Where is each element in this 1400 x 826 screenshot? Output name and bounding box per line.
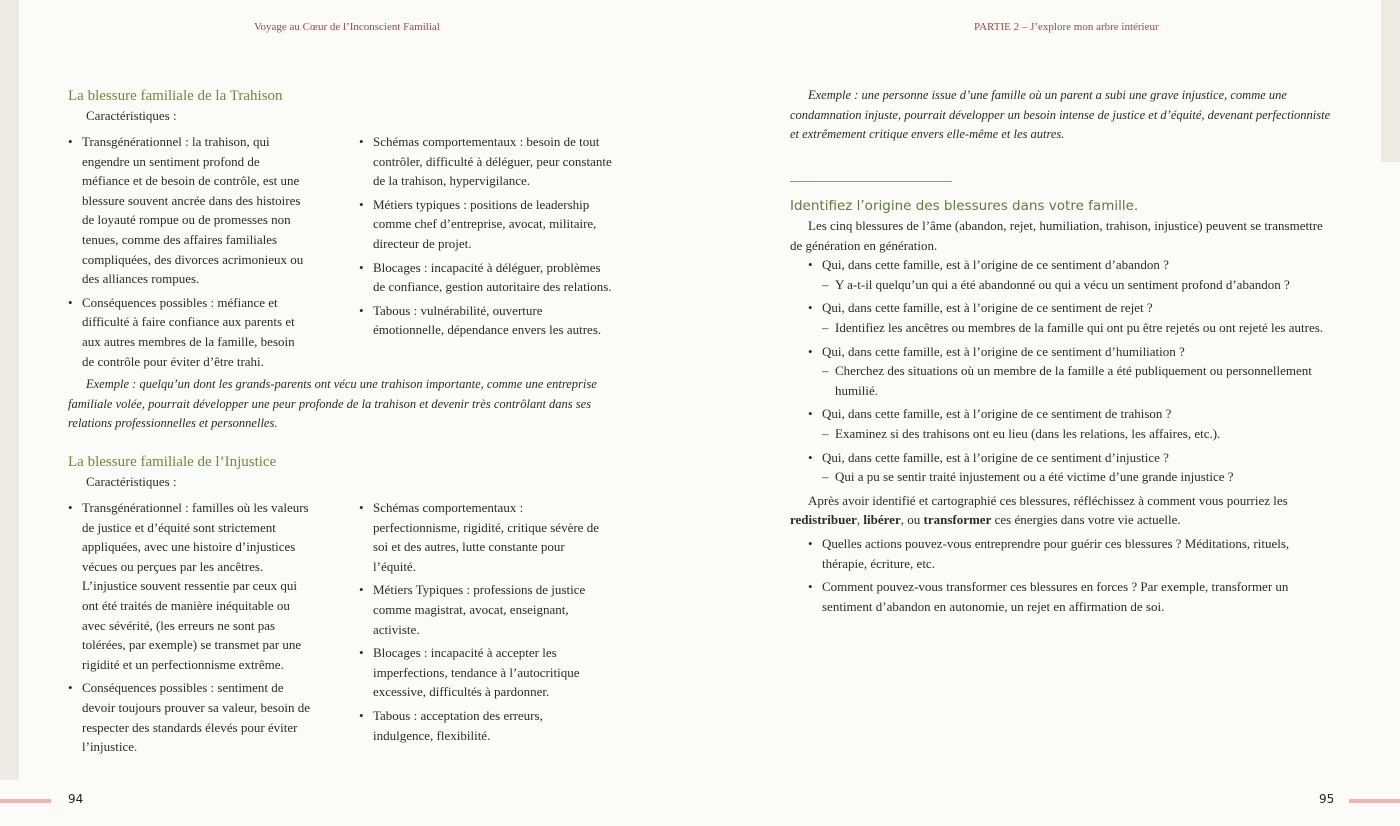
- intro-paragraph: Les cinq blessures de l’âme (abandon, rejet, humiliation, trahison, injustice) peuvent se transmettre de génération en génération.: [790, 218, 1323, 253]
- left-page-section2-head: [68, 452, 616, 492]
- section-divider: [790, 181, 952, 182]
- sub-item: – Cherchez des situations où un membre de la famille a été publiquement ou personnellement humilié.: [822, 361, 1332, 400]
- question-item: [808, 255, 1332, 294]
- question-text: Qui, dans cette famille, est à l’origine de ce sentiment de rejet ?: [822, 300, 1153, 316]
- footer-accent-right: [1349, 799, 1400, 803]
- sub-list: [822, 361, 1332, 400]
- sub-item: – Examinez si des trahisons ont eu lieu (dans les relations, les affaires, etc.).: [822, 424, 1332, 444]
- right-page-body: [790, 196, 1332, 620]
- sub-list: [822, 424, 1332, 444]
- sub-list: [822, 467, 1332, 487]
- injustice-list-a: [68, 498, 316, 761]
- list-item: • Blocages : incapacité à déléguer, problèmes de confiance, gestion autoritaire des relations.: [359, 258, 616, 297]
- sub-list: [822, 275, 1332, 295]
- separator: , ou: [900, 512, 924, 528]
- question-item: [808, 404, 1332, 443]
- after-paragraph: [790, 491, 1332, 530]
- list-item: • Tabous : vulnérabilité, ouverture émotionnelle, dépendance envers les autres.: [359, 301, 616, 340]
- page-edge-right: [1381, 0, 1400, 162]
- page-number-left: 94: [68, 792, 84, 806]
- after-text: Après avoir identifié et cartographié ces blessures, réfléchissez à comment vous pourriez les: [808, 492, 1288, 508]
- list-item: • Métiers typiques : positions de leadership comme chef d’entreprise, avocat, militaire, directeur de projet.: [359, 195, 616, 254]
- list-item: • Comment pouvez-vous transformer ces blessures en forces ? Par exemple, transformer un sentiment d’abandon en autonomie, un rejet en affirmation de soi.: [808, 577, 1332, 616]
- example-injustice: Exemple : une personne issue d’une famille où un parent a subi une grave injustice, comme une condamnation injuste, pourrait développer un besoin intense de justice et d’équité, devenant perfectionniste et extrêmement critique envers elle-même et les autres.: [790, 88, 1331, 142]
- keyword-liberer: libérer: [863, 512, 901, 528]
- list-item: • Blocages : incapacité à accepter les imperfections, tendance à l’autocritique excessive, difficultés à pardonner.: [359, 643, 601, 702]
- section-heading-origine: Identifiez l’origine des blessures dans votre famille.: [790, 198, 1139, 214]
- sub-item: – Y a-t-il quelqu’un qui a été abandonné ou qui a vécu un sentiment profond d’abandon ?: [822, 275, 1332, 295]
- list-item: • Quelles actions pouvez-vous entreprendre pour guérir ces blessures ? Méditations, rituels, thérapie, écriture, etc.: [808, 534, 1332, 573]
- page-edge-left: [0, 0, 19, 780]
- list-item: • Schémas comportementaux : besoin de tout contrôler, difficulté à déléguer, peur constante de la trahison, hypervigilance.: [359, 132, 616, 191]
- subtitle-caracteristiques: Caractéristiques :: [86, 108, 177, 123]
- example-trahison: Exemple : quelqu’un dont les grands-parents ont vécu une trahison importante, comme une entreprise familiale volée, pourrait développer une peur profonde de la trahison et devenir très contrôlant dans ses relations professionnelles et personnelles.: [68, 377, 597, 431]
- list-item: • Transgénérationnel : familles où les valeurs de justice et d’équité sont strictement appliquées, avec une histoire d’injustices vécues ou perçues par les ancêtres. L’injustice souvent ressentie par ceux qui ont été traités de manière inéquitable ou avec sévérité, (les erreurs ne sont pas tolérées, par exemple) se transmet par une rigidité et un perfectionnisme extrême.: [68, 498, 316, 674]
- question-item: [808, 342, 1332, 401]
- question-text: Qui, dans cette famille, est à l’origine de ce sentiment d’humiliation ?: [822, 343, 1185, 359]
- sub-list: [822, 318, 1332, 338]
- list-item: • Conséquences possibles : méfiance et difficulté à faire confiance aux parents et aux autres membres de la famille, besoin de contrôle pour éviter d’être trahi.: [68, 293, 310, 371]
- running-header-right: PARTIE 2 – J’explore mon arbre intérieur: [974, 21, 1159, 33]
- subtitle-caracteristiques: Caractéristiques :: [86, 474, 177, 489]
- question-item: [808, 298, 1332, 337]
- keyword-transformer: transformer: [923, 512, 992, 528]
- separator: ,: [856, 512, 864, 528]
- list-item: • Schémas comportementaux : perfectionnisme, rigidité, critique sévère de soi et des autres, lutte constante pour l’équité.: [359, 498, 601, 576]
- actions-list: [790, 534, 1332, 616]
- keyword-redistribuer: redistribuer: [790, 512, 857, 528]
- list-item: • Transgénérationnel : la trahison, qui engendre un sentiment profond de méfiance et de besoin de contrôle, est une blessure souvent ancrée dans des histoires de loyauté rompue ou de promesses non tenues, comme des affaires familiales compliquées, des divorces acrimonieux ou des alliances rompues.: [68, 132, 310, 289]
- list-item: • Tabous : acceptation des erreurs, indulgence, flexibilité.: [359, 706, 601, 745]
- question-item: [808, 448, 1332, 487]
- questions-list: [790, 255, 1332, 487]
- trahison-list-b: [359, 132, 616, 344]
- injustice-list-b: [359, 498, 601, 749]
- after-text: ces énergies dans votre vie actuelle.: [991, 512, 1181, 528]
- footer-accent-left: [0, 799, 51, 803]
- page-number-right: 95: [1319, 792, 1335, 806]
- section-title-injustice: La blessure familiale de l’Injustice: [68, 454, 277, 470]
- list-item: • Métiers Typiques : professions de justice comme magistrat, avocat, enseignant, activiste.: [359, 580, 601, 639]
- question-text: Qui, dans cette famille, est à l’origine de ce sentiment de trahison ?: [822, 406, 1172, 422]
- trahison-list-a: [68, 132, 310, 375]
- list-item: • Conséquences possibles : sentiment de devoir toujours prouver sa valeur, besoin de respecter des standards élevés pour éviter l’injustice.: [68, 678, 316, 756]
- section-title-trahison: La blessure familiale de la Trahison: [68, 88, 283, 104]
- question-text: Qui, dans cette famille, est à l’origine de ce sentiment d’injustice ?: [822, 449, 1169, 465]
- question-text: Qui, dans cette famille, est à l’origine de ce sentiment d’abandon ?: [822, 257, 1169, 273]
- running-header-left: Voyage au Cœur de l’Inconscient Familial: [254, 21, 440, 33]
- left-page-top: [68, 86, 616, 126]
- sub-item: – Qui a pu se sentir traité injustement ou a été victime d’une grande injustice ?: [822, 467, 1332, 487]
- sub-item: – Identifiez les ancêtres ou membres de la famille qui ont pu être rejetés ou ont rejeté les autres.: [822, 318, 1332, 338]
